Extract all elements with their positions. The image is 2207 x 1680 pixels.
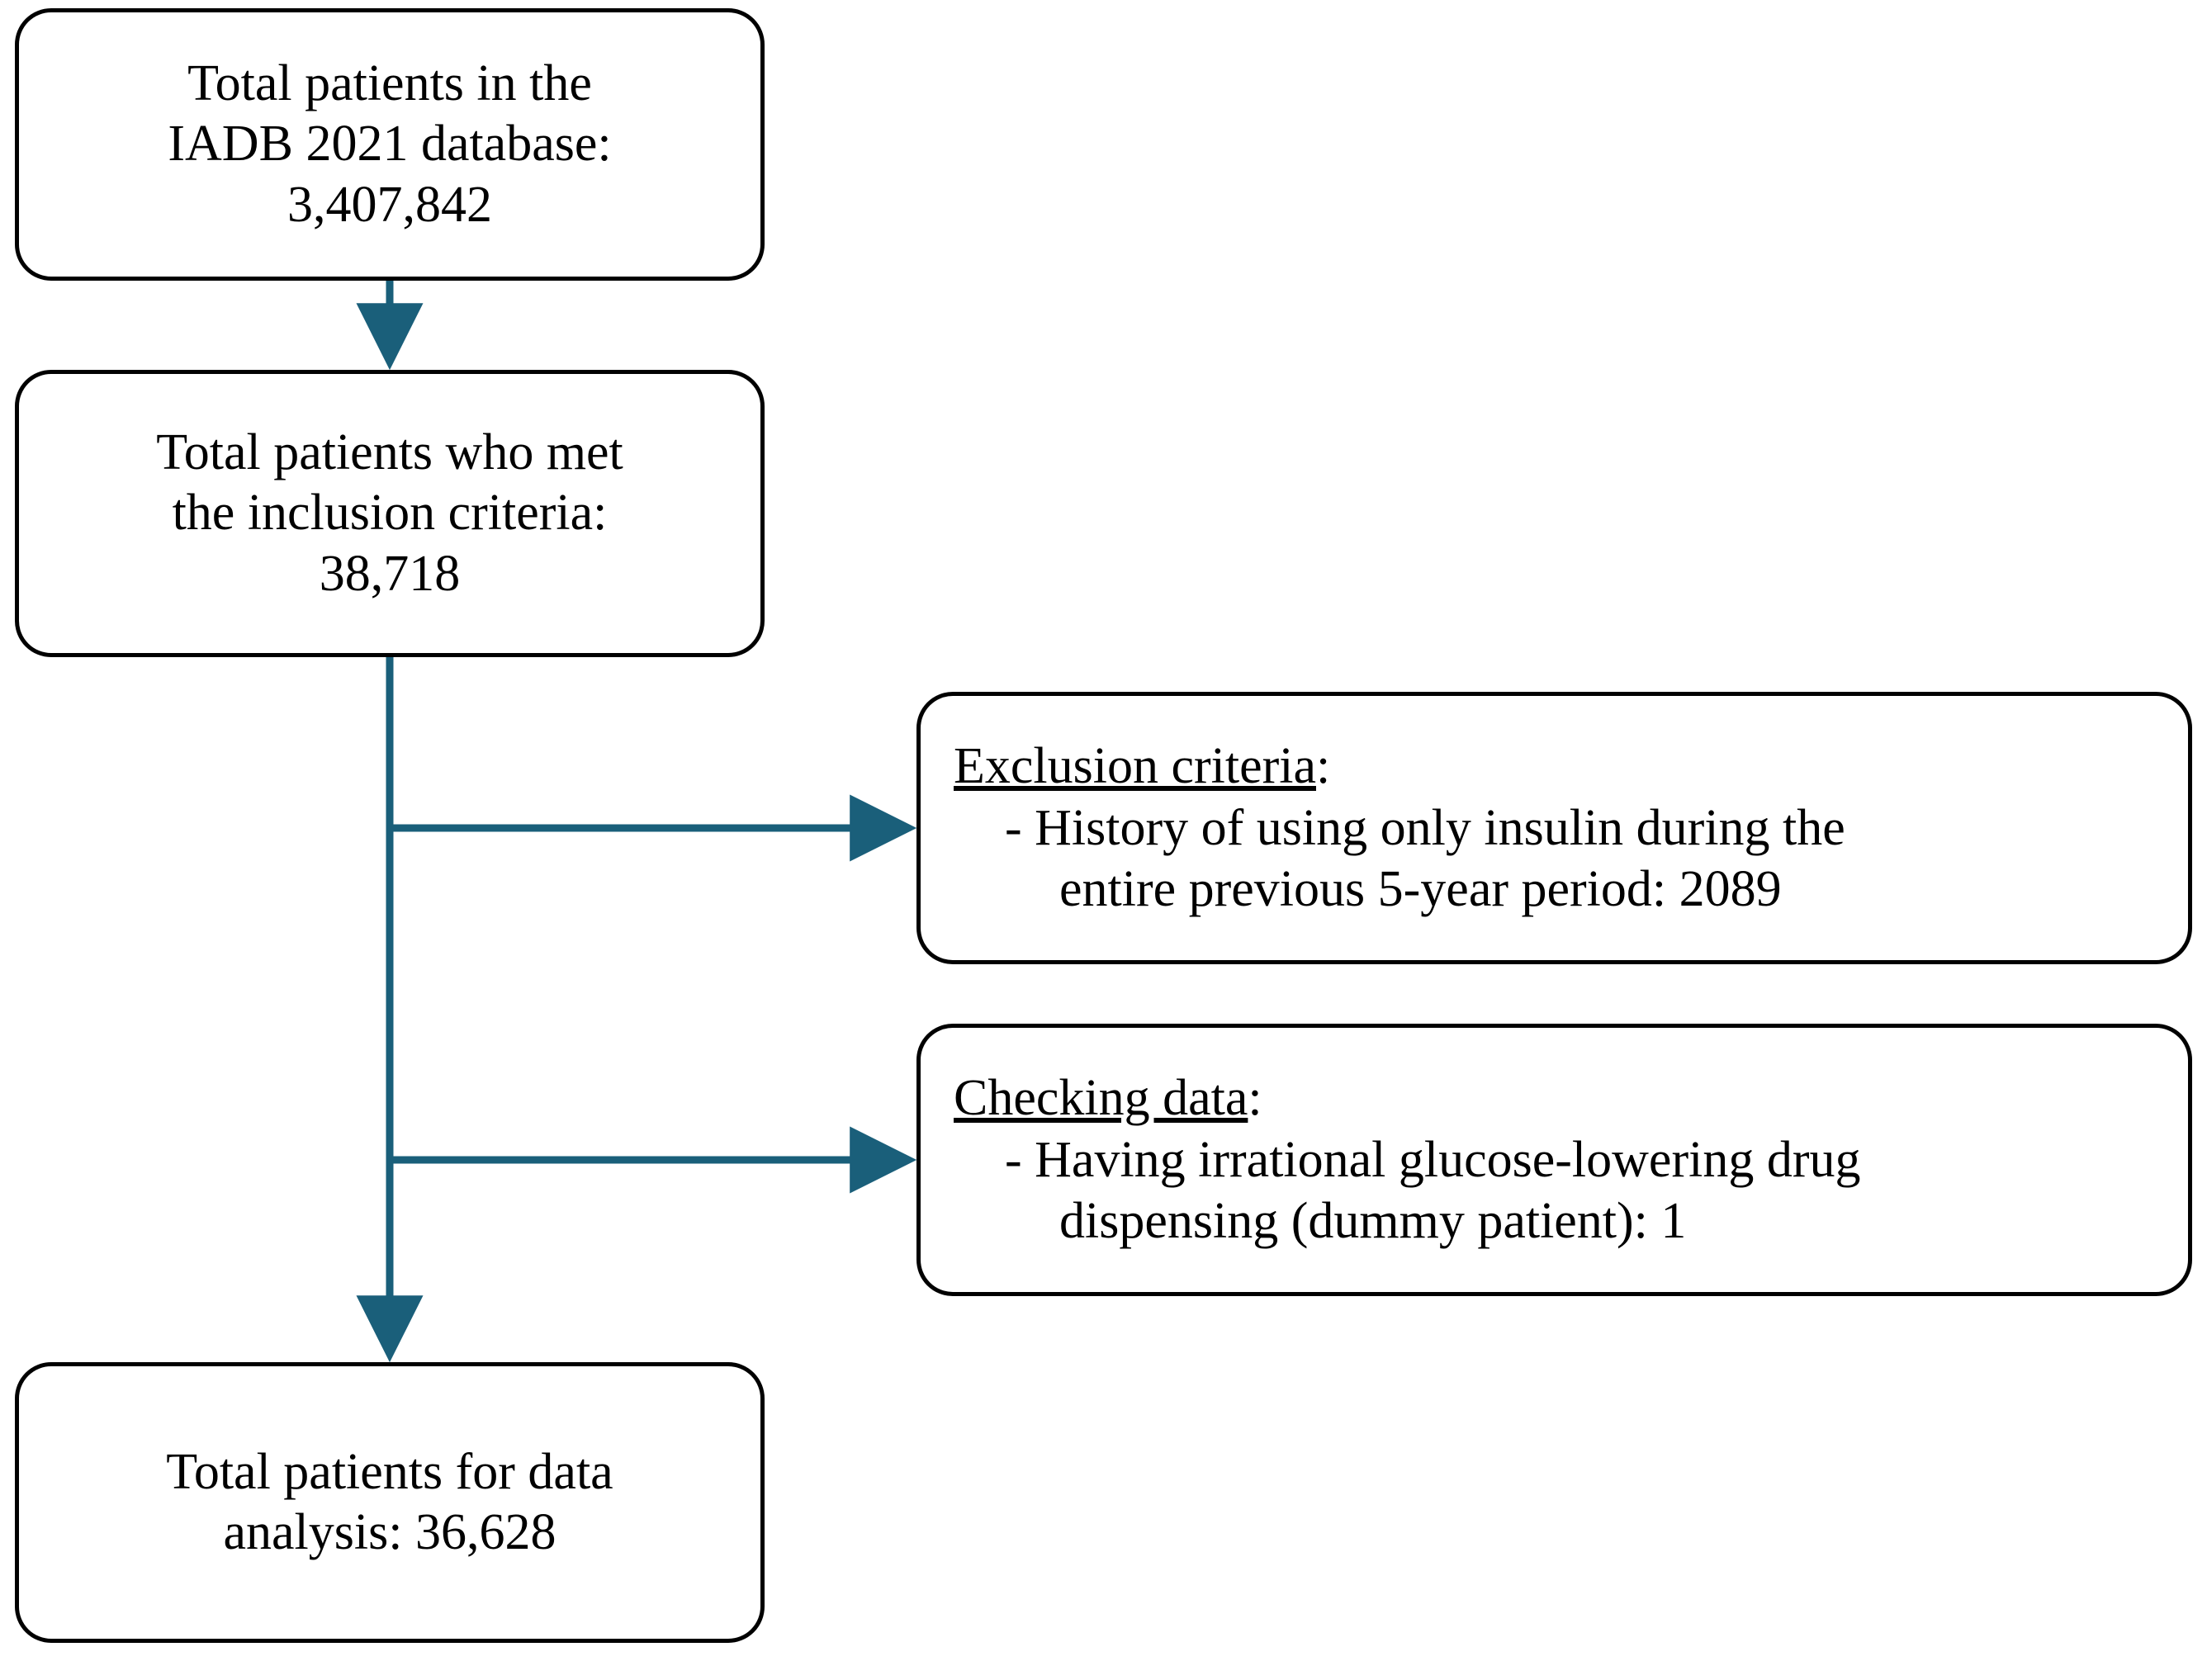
node-inclusion-line-1: Total patients who met bbox=[156, 424, 623, 481]
node-inclusion-criteria bbox=[15, 370, 765, 657]
node-total-patients-line-1: Total patients in the bbox=[187, 55, 592, 112]
node-checking-heading-text: Checking data bbox=[954, 1070, 1248, 1127]
node-final-analysis bbox=[15, 1362, 765, 1643]
node-inclusion-line-2: the inclusion criteria: bbox=[172, 485, 608, 542]
node-total-patients-line-2: IADB 2021 database: bbox=[168, 116, 612, 173]
node-exclusion-bullet-2: entire previous 5-year period: 2089 bbox=[1059, 861, 1782, 918]
node-total-patients bbox=[15, 8, 765, 281]
node-inclusion-line-3: 38,718 bbox=[319, 545, 461, 602]
node-total-patients-line-3: 3,407,842 bbox=[287, 176, 492, 233]
node-checking-bullet-2: dispensing (dummy patient): 1 bbox=[1059, 1193, 1687, 1250]
node-exclusion-heading-text: Exclusion criteria bbox=[954, 738, 1316, 795]
node-checking-bullet-1: - Having irrational glucose-lowering drug bbox=[1005, 1131, 1861, 1188]
node-final-line-2: analysis: 36,628 bbox=[223, 1504, 556, 1560]
node-checking-heading-suffix: : bbox=[1248, 1070, 1262, 1127]
node-exclusion-heading bbox=[954, 736, 2155, 797]
node-checking-heading bbox=[954, 1067, 2155, 1129]
node-final-line-1: Total patients for data bbox=[166, 1443, 613, 1500]
node-exclusion-bullet-1: - History of using only insulin during the bbox=[1005, 799, 1845, 856]
node-checking-data bbox=[916, 1024, 2192, 1296]
node-exclusion-criteria bbox=[916, 692, 2192, 964]
node-exclusion-heading-suffix: : bbox=[1316, 738, 1331, 795]
